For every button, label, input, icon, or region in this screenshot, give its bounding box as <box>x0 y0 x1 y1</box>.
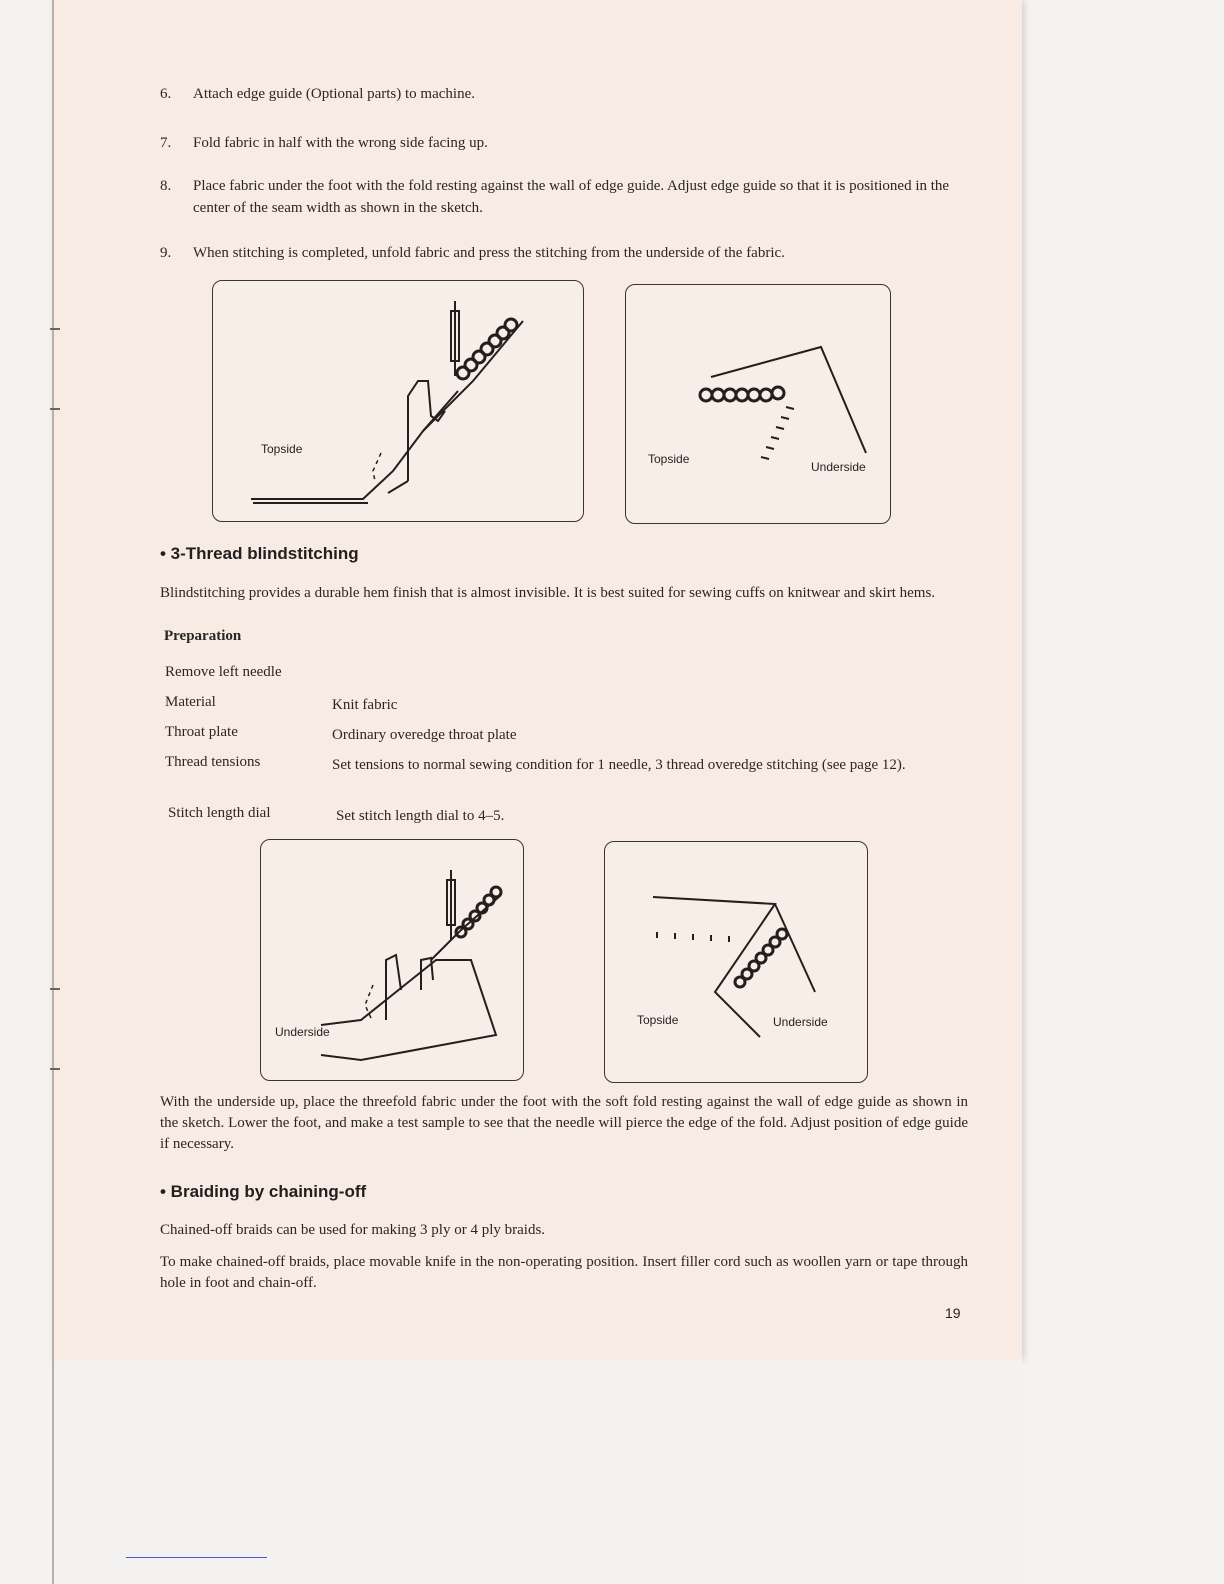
preparation-label: Preparation <box>164 628 242 644</box>
spec-value: Set stitch length dial to 4–5. <box>336 808 505 824</box>
binding-mark <box>50 1068 60 1070</box>
blindstitch-result-illustration <box>605 842 867 1082</box>
stitch-illustration <box>626 285 890 523</box>
blindstitch-foot-illustration <box>261 840 523 1080</box>
topside-label: Topside <box>637 1013 679 1027</box>
blindstitch-instructions: With the underside up, place the threefold fabric under the foot with the soft fold resting against the wall of edge guide as shown in the sketch. Lower the foot, and make a test sample to see that the needle will pierce the edge of the fold. Adjust position of edge guide if necessary. <box>160 1094 968 1152</box>
step-text: Attach edge guide (Optional parts) to machine. <box>193 86 475 102</box>
spec-label: Material <box>165 694 216 710</box>
topside-label: Topside <box>648 452 690 466</box>
binding-mark <box>50 328 60 330</box>
step-text: Place fabric under the foot with the fold resting against the wall of edge guide. Adjust edge guide so that it is positioned in the center of the seam width as shown in the sketch. <box>193 178 950 216</box>
spec-label: Throat plate <box>165 724 238 740</box>
spec-value: Set tensions to normal sewing condition for 1 needle, 3 thread overedge stitching (see page 12). <box>332 757 906 773</box>
braiding-paragraph-1: Chained-off braids can be used for making 3 ply or 4 ply braids. <box>160 1222 546 1238</box>
figure-stitch-topside-underside <box>625 284 891 524</box>
figure-blindstitch-underside <box>260 839 524 1081</box>
blindstitch-intro: Blindstitching provides a durable hem finish that is almost invisible. It is best suited for sewing cuffs on knitwear and skirt hems. <box>160 585 936 601</box>
step-number: 9. <box>160 245 172 261</box>
section-heading-braiding: • Braiding by chaining-off <box>160 1182 367 1201</box>
section-heading-blindstitching: • 3-Thread blindstitching <box>160 544 359 563</box>
spec-label: Stitch length dial <box>168 805 271 821</box>
step-number: 8. <box>160 178 172 194</box>
step-number: 7. <box>160 135 172 151</box>
binding-mark <box>50 988 60 990</box>
page-lower-margin <box>52 1360 1022 1584</box>
binding-mark <box>50 408 60 410</box>
sewing-foot-illustration <box>213 281 583 521</box>
spec-value: Knit fabric <box>332 697 398 713</box>
spec-value: Ordinary overedge throat plate <box>332 727 517 743</box>
page-spine <box>52 0 54 1584</box>
spec-label: Thread tensions <box>165 754 261 770</box>
page-number: 19 <box>945 1305 961 1321</box>
remove-needle-text: Remove left needle <box>165 664 282 680</box>
braiding-paragraph-2: To make chained-off braids, place movable knife in the non-operating position. Insert filler cord such as woollen yarn or tape through hole in foot and chain-off. <box>160 1254 968 1291</box>
figure-edge-guide-topside <box>212 280 584 522</box>
footer-link-underline <box>126 1557 267 1558</box>
figure-blindstitch-result <box>604 841 868 1083</box>
step-number: 6. <box>160 86 172 102</box>
step-text: When stitching is completed, unfold fabric and press the stitching from the underside of the fabric. <box>193 245 785 261</box>
step-text: Fold fabric in half with the wrong side facing up. <box>193 135 488 151</box>
topside-label: Topside <box>261 442 303 456</box>
underside-label: Underside <box>773 1015 828 1029</box>
underside-label: Underside <box>811 460 866 474</box>
underside-label: Underside <box>275 1025 330 1039</box>
